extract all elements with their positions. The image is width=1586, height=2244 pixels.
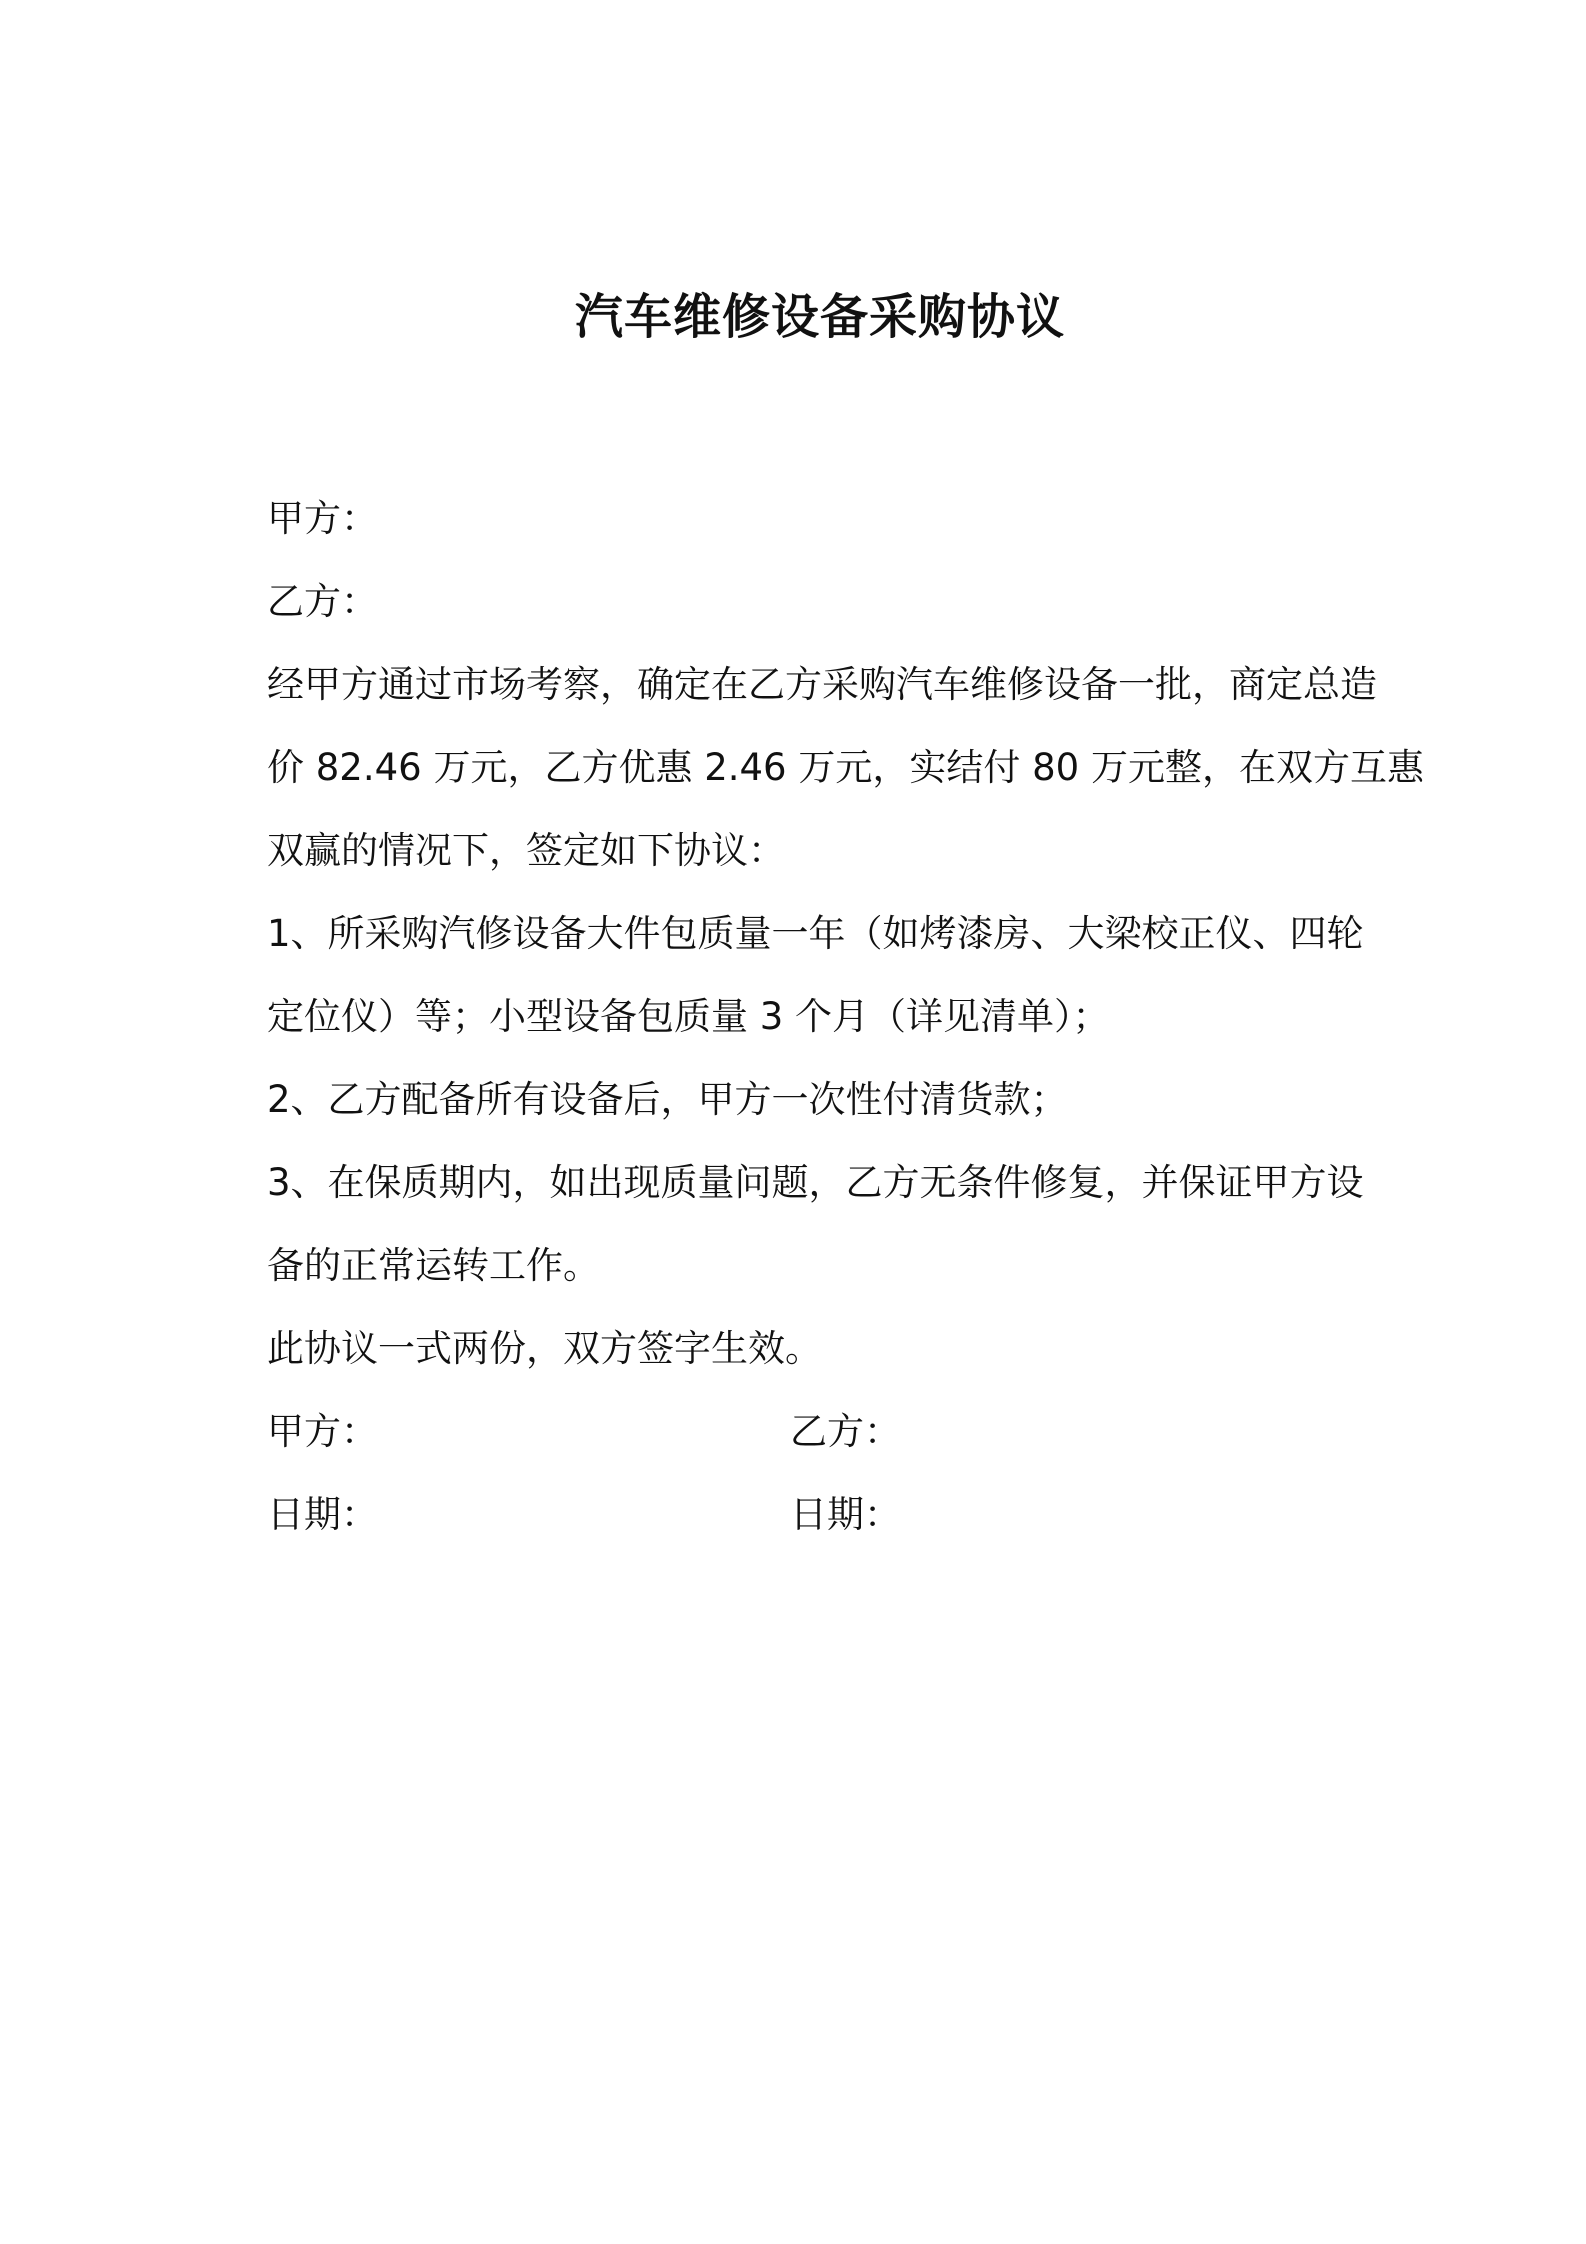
- date-party-a: 日期：: [267, 1493, 378, 1536]
- signature-party-b: 乙方：: [790, 1410, 901, 1453]
- document-title: 汽车维修设备采购协议: [574, 289, 1065, 345]
- date-party-b: 日期：: [790, 1493, 901, 1536]
- document-body: [267, 477, 1424, 1556]
- intro-line: 经甲方通过市场考察，确定在乙方采购汽车维修设备一批，商定总造: [267, 663, 1377, 706]
- closing-statement: 此协议一式两份，双方签字生效。: [267, 1327, 822, 1370]
- clause-line: 备的正常运转工作。: [267, 1244, 600, 1287]
- party-a-label: 甲方：: [267, 497, 378, 540]
- date-row: [267, 1473, 1387, 1556]
- clause-line: 2、乙方配备所有设备后，甲方一次性付清货款；: [267, 1078, 1068, 1121]
- intro-line: 价 82.46 万元，乙方优惠 2.46 万元，实结付 80 万元整，在双方互惠: [267, 746, 1424, 789]
- clause-line: 1、所采购汽修设备大件包质量一年（如烤漆房、大梁校正仪、四轮: [267, 912, 1364, 955]
- clause-line: 3、在保质期内，如出现质量问题，乙方无条件修复，并保证甲方设: [267, 1161, 1364, 1204]
- party-b-label: 乙方：: [267, 580, 378, 623]
- intro-line: 双赢的情况下，签定如下协议：: [267, 829, 785, 872]
- signature-row: [267, 1390, 1387, 1473]
- clause-line: 定位仪）等；小型设备包质量 3 个月（详见清单）；: [267, 995, 1110, 1038]
- signature-party-a: 甲方：: [267, 1410, 378, 1453]
